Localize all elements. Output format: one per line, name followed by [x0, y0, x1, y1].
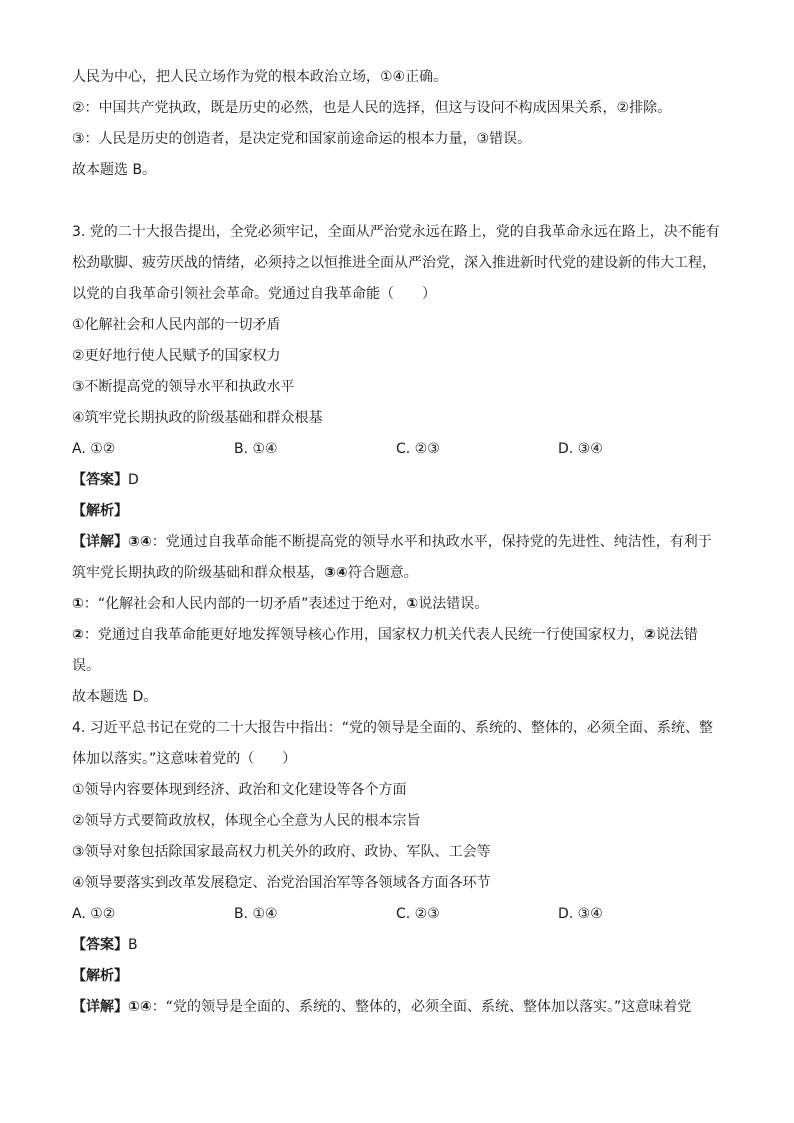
- explain-text: 说法错误。: [418, 596, 489, 612]
- detail-text: 符合题意。: [347, 565, 418, 581]
- explain-key: ②: [643, 627, 656, 643]
- q3-item: ①化解社会和人民内部的一切矛盾: [72, 317, 281, 333]
- answer-tag: 【答案】: [72, 937, 128, 953]
- q4-item: ②领导方式要简政放权，体现全心全意为人民的根本宗旨: [72, 813, 421, 829]
- q4-answer: [72, 930, 722, 961]
- detail-text: ：“党的领导是全面的、系统的、整体的，必须全面、系统、整体加以落实。”这意味着党: [151, 999, 692, 1015]
- q3-item: ④筑牢党长期执政的阶级基础和群众根基: [72, 410, 323, 426]
- q4-options: [72, 899, 722, 930]
- q2-conclusion: 故本题选 B。: [72, 162, 157, 178]
- q3-detail: [72, 558, 722, 589]
- q3-detail: [72, 527, 722, 558]
- q3-explain-2: [72, 620, 722, 651]
- q3-options: [72, 434, 722, 465]
- q2-analysis-line: 人民为中心，把人民立场作为党的根本政治立场，①④正确。: [72, 69, 448, 85]
- q4-option-b: B. ①④: [234, 906, 278, 922]
- q4-item: ③领导对象包括除国家最高权力机关外的政府、政协、军队、工会等: [72, 844, 491, 860]
- q3-analysis-tag: 【解析】: [72, 503, 128, 519]
- q2-analysis-line: ③：人民是历史的创造者，是决定党和国家前途命运的根本力量，③错误。: [72, 131, 532, 147]
- detail-text: ：党通过自我革命能不断提高党的领导水平和执政水平，保持党的先进性、纯洁性，有利于: [151, 534, 712, 550]
- q3-option-a: A. ①②: [72, 441, 116, 457]
- detail-tag: 【详解】: [72, 999, 128, 1015]
- q4-option-c: C. ②③: [396, 906, 440, 922]
- explain-text: 说法错: [655, 627, 698, 643]
- explain-text: ：“化解社会和人民内部的一切矛盾”表述过于绝对，: [83, 596, 407, 612]
- q4-item: ①领导内容要体现到经济、政治和文化建设等各个方面: [72, 782, 407, 798]
- detail-text: 筑牢党长期执政的阶级基础和群众根基，: [72, 565, 324, 581]
- q3-item: ③不断提高党的领导水平和执政水平: [72, 379, 295, 395]
- q3-conclusion: 故本题选 D。: [72, 689, 158, 705]
- q4-item: ④领导要落实到改革发展稳定、治党治国治军等各领域各方面各环节: [72, 875, 491, 891]
- q3-item: ②更好地行使人民赋予的国家权力: [72, 348, 281, 364]
- detail-key: ①④: [128, 999, 152, 1015]
- answer-value: B: [128, 937, 138, 953]
- explain-key: ①: [406, 596, 419, 612]
- q3-stem: 3. 党的二十大报告提出，全党必须牢记，全面从严治党永远在路上，党的自我革命永远在路上，决不能有: [72, 224, 720, 240]
- q4-option-d: D. ③④: [558, 906, 603, 922]
- explain-key: ①: [72, 596, 84, 612]
- q3-option-d: D. ③④: [558, 441, 603, 457]
- answer-value: D: [128, 472, 139, 488]
- q3-explain-1: [72, 589, 722, 620]
- q3-stem: 松劲歇脚、疲劳厌战的情绪，必须持之以恒推进全面从严治党，深入推进新时代党的建设新的伟大工程，: [72, 255, 716, 271]
- detail-tag: 【详解】: [72, 534, 128, 550]
- answer-tag: 【答案】: [72, 472, 128, 488]
- q3-stem: 以党的自我革命引领社会革命。党通过自我革命能（ ）: [72, 286, 436, 302]
- q3-answer: [72, 465, 722, 496]
- q3-explain-2-cont: 误。: [72, 658, 100, 674]
- spacer: [72, 186, 722, 217]
- q2-analysis-line: ②：中国共产党执政，既是历史的必然，也是人民的选择，但这与设问不构成因果关系，②排除。: [72, 100, 672, 116]
- detail-key: ③④: [324, 565, 348, 581]
- document-page: [72, 62, 722, 1023]
- q3-option-c: C. ②③: [396, 441, 440, 457]
- detail-key: ③④: [128, 534, 152, 550]
- explain-text: ：党通过自我革命能更好地发挥领导核心作用，国家权力机关代表人民统一行使国家权力，: [83, 627, 644, 643]
- q4-detail: [72, 992, 722, 1023]
- q4-stem: 4. 习近平总书记在党的二十大报告中指出：“党的领导是全面的、系统的、整体的，必须全面、系统、整: [72, 720, 714, 736]
- q4-stem: 体加以落实。”这意味着党的（ ）: [72, 751, 297, 767]
- q4-analysis-tag: 【解析】: [72, 968, 128, 984]
- explain-key: ②: [72, 627, 84, 643]
- q4-option-a: A. ①②: [72, 906, 116, 922]
- q3-option-b: B. ①④: [234, 441, 278, 457]
